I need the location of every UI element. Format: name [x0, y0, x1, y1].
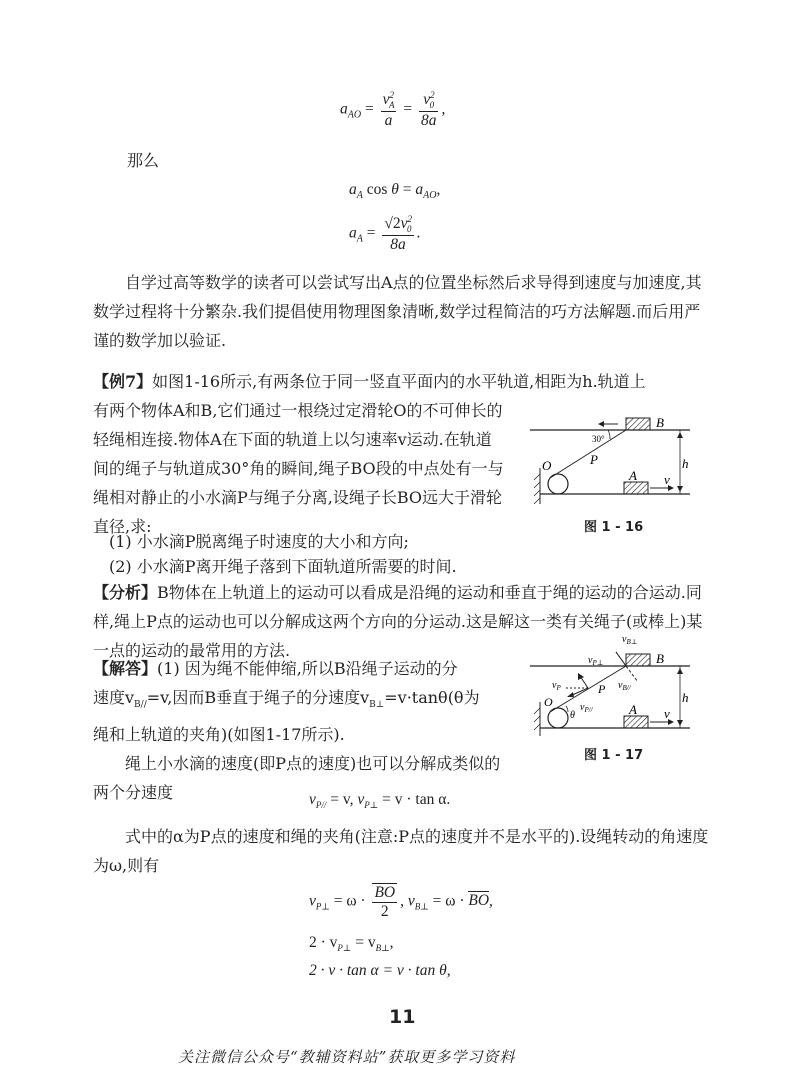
page-number: 11 [389, 1006, 416, 1028]
block-a [624, 482, 648, 494]
block-a [624, 716, 648, 728]
example-question-1: (1) 小水滴P脱离绳子时速度的大小和方向; [109, 532, 409, 551]
then-text: 那么 [127, 151, 160, 170]
label-v: v [664, 706, 670, 721]
label-vBpar: $v_{B//}$ [618, 680, 631, 692]
label-h: h [682, 690, 689, 705]
solution-paragraph: 【解答】(1) 因为绳不能伸缩,所以B沿绳子运动的分 速度$v_{B//}=v$,因而B垂直于绳子的分速度$v_{B\perp}=v\cdot\tan\theta(\theta$为 绳和上轨道的夹角)(如图1-17所示). 绳上小水滴的速度(即P点的速度)也可以分解成类似的 两个分速度 [93, 659, 501, 803]
example-heading: 【例7】如图1-16所示,有两条位于同一竖直平面内的水平轨道,相距为h.轨道上 [93, 372, 646, 391]
equation-a-ao: $a_{AO}$ = $\frac{v^2_A}{a}$ = $\frac{v^2_0}{8a}$ , [340, 90, 446, 129]
block-b [626, 654, 650, 666]
label-v: v [664, 472, 670, 487]
rope-line [550, 430, 626, 478]
analysis-tag: 【分析】 [93, 583, 158, 602]
label-P: P [590, 452, 598, 467]
figure-1-16 [530, 408, 705, 513]
label-vPpar: $v_{P//}$ [580, 702, 593, 714]
example-question-2: (2) 小水滴P离开绳子落到下面轨道所需要的时间. [109, 557, 457, 576]
label-vP: $v_P$ [552, 680, 561, 692]
figure-1-16-caption: 图 1 - 16 [584, 520, 644, 535]
block-b [626, 418, 650, 430]
paragraph-angular: 式中的α为P点的速度和绳的夹角(注意:P点的速度并不是水平的).设绳转动的角速度为ω,则有 [93, 827, 709, 875]
label-theta: θ [570, 710, 575, 721]
label-A: A [629, 468, 637, 483]
equation-omega: $v_{P\perp} = \omega$ · $\frac{BO}{2}$ , $v_{B\perp} = \omega$ · BO, [309, 884, 493, 920]
example-body: 有两个物体A和B,它们通过一根绕过定滑轮O的不可伸长的轻绳相连接.物体A在下面的轨道上以匀速率v运动.在轨道间的绳子与轨道成30°角的瞬间,绳子BO段的中点处有一与绳相对静止的小水滴P与绳子分离,设绳子长BO远大于滑轮直径,求: [93, 401, 504, 536]
figure-1-17-caption: 图 1 - 17 [584, 748, 644, 763]
label-B: B [656, 415, 664, 430]
example-tag: 【例7】 [93, 372, 153, 391]
equation-double: $2 \cdot v_{P\perp} = v_{B\perp}$, [309, 934, 394, 954]
label-B: B [656, 651, 664, 666]
figure-1-17 [530, 630, 705, 740]
equation-vp: $v_{P//} = v$, $v_{P\perp} = v \cdot \tan \alpha$. [309, 791, 451, 811]
label-h: h [682, 456, 689, 471]
label-O: O [544, 695, 553, 709]
label-angle: 30° [592, 434, 605, 444]
label-A: A [629, 702, 637, 717]
label-vBperp: $v_{B\perp}$ [622, 634, 638, 646]
footer-text: 关注微信公众号“教辅资料站”获取更多学习资料 [178, 1048, 516, 1066]
equation-a-a: $a_A$ = $\frac{√2v^2_0}{8a}$ . [349, 214, 421, 253]
label-P: P [598, 682, 606, 696]
equation-tan: 2 · v · tan α = v · tan θ, [309, 962, 451, 979]
equation-cos: $a_A$ $\cos \theta = a_{AO}$, [349, 181, 441, 202]
analysis-paragraph: 【分析】B物体在上轨道上的运动可以看成是沿绳的运动和垂直于绳的运动的合运动.同样,绳上P点的运动也可以分解成这两个方向的分运动.这是解这一类有关绳子(或棒上)某一点的运动的最常用的方法. [93, 583, 703, 660]
solution-tag: 【解答】 [93, 659, 158, 678]
label-O: O [542, 458, 552, 473]
paragraph-intro: 自学过高等数学的读者可以尝试写出A点的位置坐标然后求导得到速度与加速度,其数学过程将十分繁杂.我们提倡使用物理图象清晰,数学过程简洁的巧方法解题.而后用严谨的数学加以验证. [93, 273, 702, 350]
label-vPperp: $v_{P\perp}$ [588, 655, 604, 667]
